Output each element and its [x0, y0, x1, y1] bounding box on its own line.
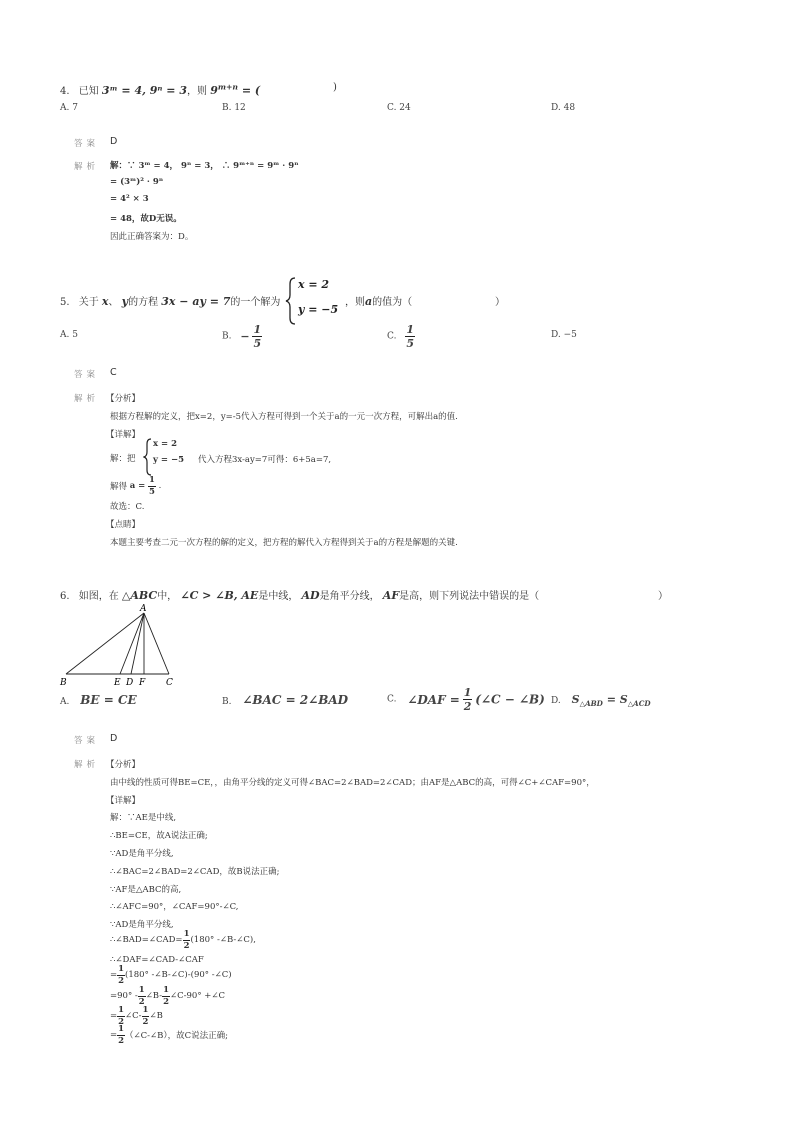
q5-fenxi: 【分析】: [106, 394, 141, 404]
q5-jie-brace: [143, 437, 153, 477]
q4-option-d[interactable]: D. 48: [551, 103, 576, 113]
q5-answer: C: [110, 367, 117, 378]
q5-dianjing-text: 本题主要考查二元一次方程的解的定义，把方程的解代入方程得到关于a的方程是解题的关键.: [110, 538, 458, 548]
q6-line13: = $\frac{1}{2}$ （∠C-∠B），故C说法正确;: [110, 1024, 229, 1046]
point-f-label: F: [139, 678, 146, 688]
q6-line4: ∴∠BAC=2∠BAD=2∠CAD，故B说法正确;: [110, 867, 280, 877]
q6-line10: = $\frac{1}{2}$ (180° -∠B-∠C)-(90° -∠C): [110, 964, 232, 986]
q4-number: 4.: [60, 86, 70, 97]
q5-jie-eq1: x = 2: [153, 439, 178, 449]
q4-prefix: 已知: [78, 86, 99, 97]
q6-line8: ∴∠BAD=∠CAD= $\frac{1}{2}$ (180° -∠B-∠C),: [110, 929, 256, 951]
q6-line6: ∴∠AFC=90°，∠CAF=90°-∠C,: [110, 902, 239, 912]
q4-close-paren: ): [333, 82, 337, 93]
q5-answer-label: 答案: [74, 370, 100, 380]
q6-option-c[interactable]: C. ∠DAF = $\frac{1}{2}$ (∠C − ∠B): [387, 686, 545, 713]
q5-system-eq2: y = −5: [298, 303, 339, 316]
q4-sol-line3: = 4² × 3: [110, 194, 149, 204]
q4-sol-line1: 解：∵ 3ᵐ = 4， 9ⁿ = 3， ∴ 9ᵐ⁺ⁿ = 9ᵐ · 9ⁿ: [110, 161, 299, 171]
q6-option-b[interactable]: B. ∠BAC = 2∠BAD: [222, 693, 349, 707]
q6-af: AF: [382, 589, 400, 602]
q6-line12: = $\frac{1}{2}$ ∠C- $\frac{1}{2}$ ∠B: [110, 1005, 163, 1027]
q5-jie-eq2: y = −5: [153, 455, 185, 465]
q6-triangle-figure: [56, 601, 186, 689]
q6-answer: D: [110, 733, 118, 744]
q5-jie-text: 代入方程3x-ay=7可得：6+5a=7,: [198, 455, 332, 465]
q5-system-eq1: x = 2: [298, 278, 330, 291]
q5-var-y: y: [121, 295, 129, 308]
q6-line11: =90° - $\frac{1}{2}$ ∠B- $\frac{1}{2}$ ∠C-90° +∠C: [110, 985, 226, 1007]
q5-jie-prefix: 解：把: [110, 454, 136, 464]
q4-condition: 3ᵐ = 4, 9ⁿ = 3: [101, 84, 187, 97]
q4-analysis-label: 解析: [74, 162, 100, 172]
q4-mid: ，则: [187, 86, 207, 97]
q6-xiangjie: 【详解】: [106, 796, 141, 806]
q4-stem: [60, 82, 260, 97]
q5-system-brace: [285, 276, 297, 326]
segment-ac: [144, 613, 169, 674]
q5-number: 5.: [60, 297, 70, 308]
q6-line5: ∵AF是△ABC的高,: [110, 885, 182, 895]
q4-answer: D: [110, 136, 118, 147]
q6-line7: ∵AD是角平分线,: [110, 920, 174, 930]
q4-option-b[interactable]: B. 12: [222, 103, 246, 113]
vertex-c-label: C: [166, 678, 173, 688]
q5-jiede: 解得 a = $\frac{1}{5}$ .: [110, 475, 162, 497]
q5-option-c[interactable]: C. $\frac{1}{5}$: [387, 323, 414, 350]
q5-fenxi-text: 根据方程解的定义，把x=2，y=-5代入方程可得到一个关于a的一元一次方程，可解出a的值.: [110, 412, 458, 422]
q6-option-d[interactable]: D. $S_{\triangle ABD} = S_{\triangle ACD}$: [551, 693, 651, 709]
q4-sol-line2: = (3ᵐ)² · 9ⁿ: [110, 177, 164, 187]
q4-sol-line5: 因此正确答案为：D。: [110, 232, 194, 242]
vertex-a-label: A: [140, 604, 147, 614]
q5-equation: 3x − ay = 7: [161, 295, 231, 308]
q6-line3: ∵AD是角平分线,: [110, 849, 174, 859]
q6-analysis-label: 解析: [74, 760, 100, 770]
q5-option-a[interactable]: A. 5: [60, 330, 78, 340]
q6-condition: ∠C > ∠B, AE: [180, 589, 259, 602]
q5-close-paren: ）: [495, 297, 505, 308]
q4-option-a[interactable]: A. 7: [60, 103, 78, 113]
point-d-label: D: [126, 678, 134, 688]
q6-line2: ∴BE=CE，故A说法正确;: [110, 831, 208, 841]
q4-answer-label: 答案: [74, 139, 100, 149]
q5-dianjing: 【点睛】: [106, 520, 141, 530]
q5-stem: 5. 关于 x、 y的方程 3x − ay = 7的一个解为: [60, 295, 281, 308]
q4-sol-line4: = 48，故D无误。: [110, 214, 182, 224]
q6-option-a[interactable]: A. BE = CE: [60, 693, 137, 707]
q6-ad: AD: [301, 589, 320, 602]
q6-line1: 解：∵AE是中线,: [110, 813, 177, 823]
q6-line9: ∴∠DAF=∠CAD-∠CAF: [110, 955, 204, 965]
q6-answer-label: 答案: [74, 736, 100, 746]
q5-xiangjie: 【详解】: [106, 430, 141, 440]
q5-option-b[interactable]: B. − $\frac{1}{5}$: [222, 323, 262, 350]
vertex-b-label: B: [60, 678, 67, 688]
q6-fenxi: 【分析】: [106, 760, 141, 770]
point-e-label: E: [114, 678, 121, 688]
q5-stem-end: ，则a的值为（: [345, 295, 413, 308]
q5-var-a: a: [365, 295, 373, 308]
q6-fenxi-text: 由中线的性质可得BE=CE，，由角平分线的定义可得∠BAC=2∠BAD=2∠CAD；由AF是△ABC的高，可得∠C+∠CAF=90°，: [110, 778, 595, 788]
q4-option-c[interactable]: C. 24: [387, 103, 411, 113]
q5-analysis-label: 解析: [74, 394, 100, 404]
q5-var-x: x: [101, 295, 109, 308]
q4-target: $9^{m+n}$ = (: [210, 82, 261, 97]
q5-guxuan: 故选：C.: [110, 502, 145, 512]
q6-number: 6.: [60, 591, 70, 602]
q6-close-paren: ）: [658, 591, 668, 602]
q6-stem: 6. 如图，在 △ABC中， ∠C > ∠B, AE是中线， AD是角平分线， AF是高，则下列说法中错误的是（: [60, 589, 540, 602]
q6-triangle: △ABC: [121, 589, 158, 602]
q5-option-d[interactable]: D. −5: [551, 330, 577, 340]
